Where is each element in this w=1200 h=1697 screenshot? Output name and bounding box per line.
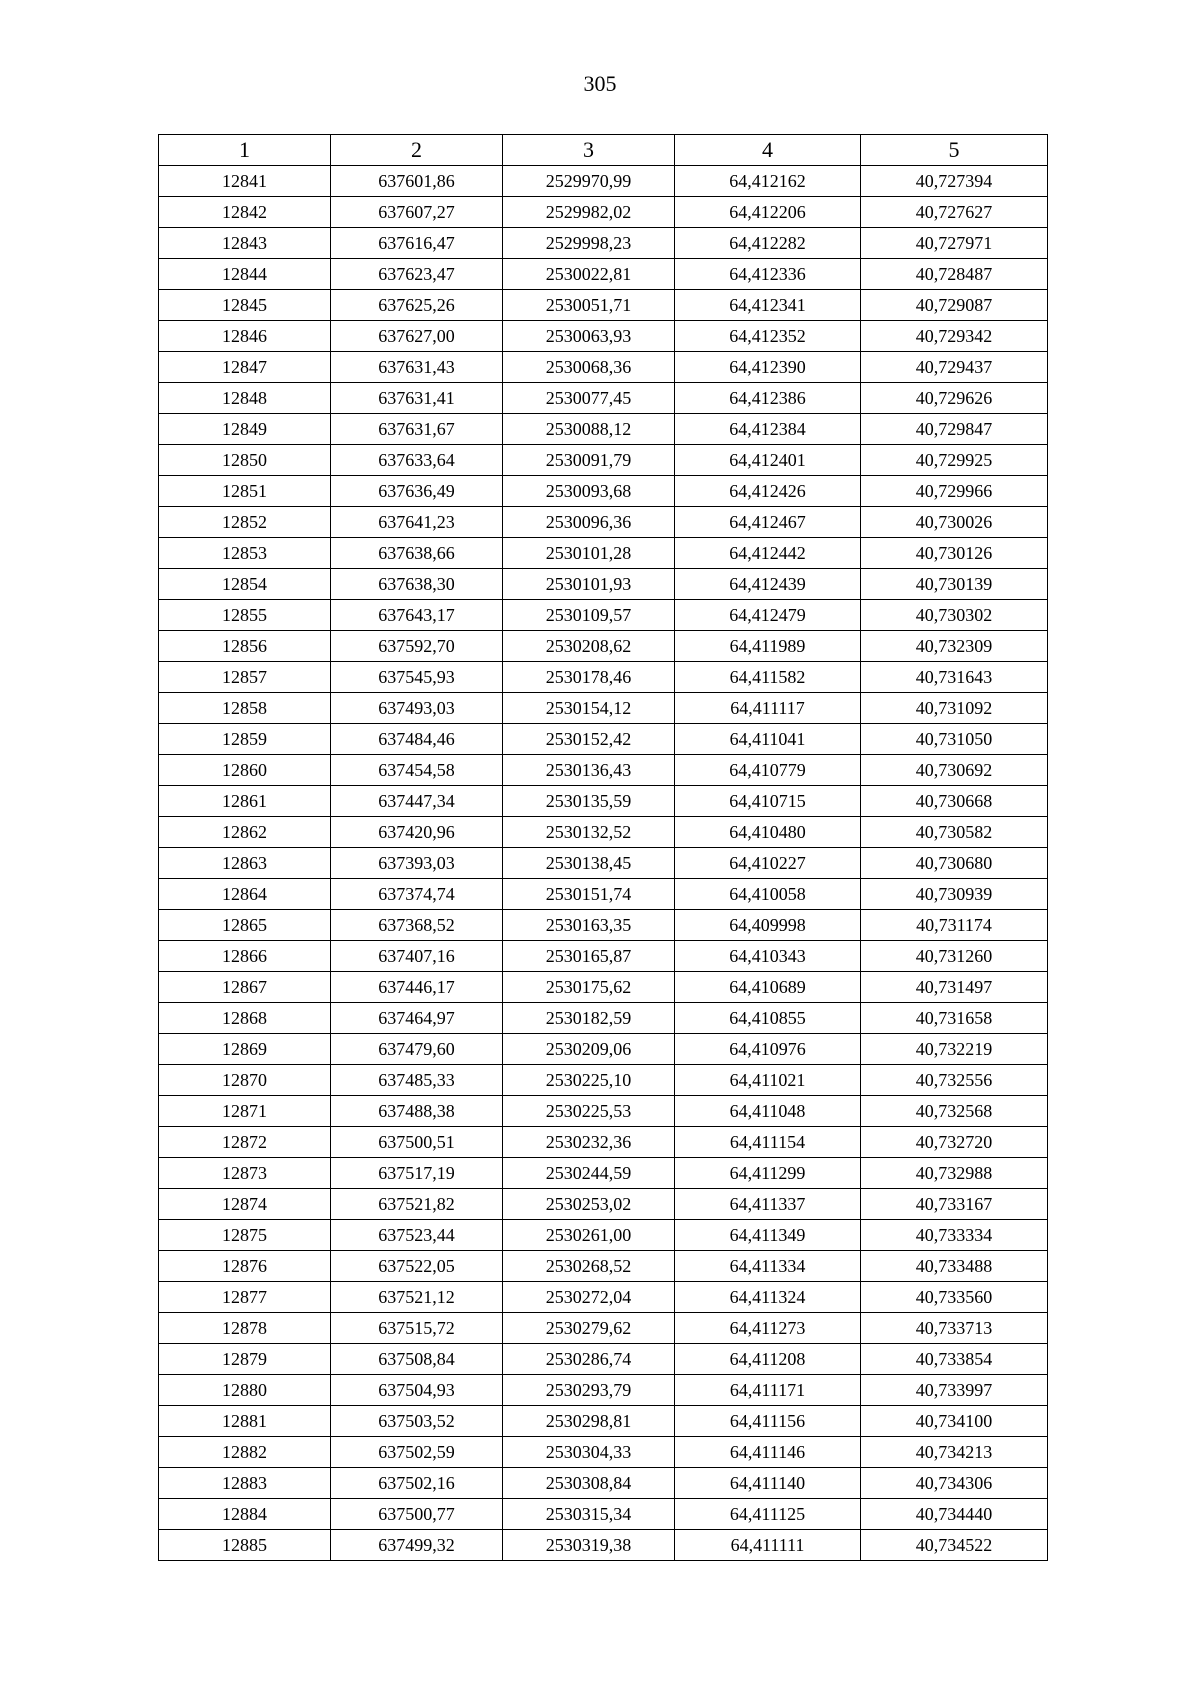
table-row (159, 786, 1048, 817)
longitude-cell: 40,732309 (861, 631, 1048, 662)
x-coordinate-cell: 637503,52 (331, 1406, 503, 1437)
latitude-cell: 64,410480 (675, 817, 861, 848)
x-coordinate-cell: 637508,84 (331, 1344, 503, 1375)
x-coordinate-cell: 637633,64 (331, 445, 503, 476)
point-number-cell: 12857 (159, 662, 331, 693)
longitude-cell: 40,733334 (861, 1220, 1048, 1251)
table-row (159, 1220, 1048, 1251)
latitude-cell: 64,410779 (675, 755, 861, 786)
longitude-cell: 40,729437 (861, 352, 1048, 383)
latitude-cell: 64,411140 (675, 1468, 861, 1499)
x-coordinate-cell: 637523,44 (331, 1220, 503, 1251)
latitude-cell: 64,411048 (675, 1096, 861, 1127)
point-number-cell: 12872 (159, 1127, 331, 1158)
point-number-cell: 12884 (159, 1499, 331, 1530)
table-row (159, 352, 1048, 383)
table-row (159, 414, 1048, 445)
table-row (159, 817, 1048, 848)
latitude-cell: 64,411337 (675, 1189, 861, 1220)
table-row (159, 476, 1048, 507)
latitude-cell: 64,409998 (675, 910, 861, 941)
longitude-cell: 40,730302 (861, 600, 1048, 631)
latitude-cell: 64,411324 (675, 1282, 861, 1313)
latitude-cell: 64,410976 (675, 1034, 861, 1065)
latitude-cell: 64,411171 (675, 1375, 861, 1406)
point-number-cell: 12865 (159, 910, 331, 941)
y-coordinate-cell: 2530101,28 (503, 538, 675, 569)
column-header-2: 2 (331, 135, 503, 166)
longitude-cell: 40,730126 (861, 538, 1048, 569)
y-coordinate-cell: 2530261,00 (503, 1220, 675, 1251)
longitude-cell: 40,731092 (861, 693, 1048, 724)
x-coordinate-cell: 637393,03 (331, 848, 503, 879)
x-coordinate-cell: 637420,96 (331, 817, 503, 848)
y-coordinate-cell: 2530151,74 (503, 879, 675, 910)
point-number-cell: 12880 (159, 1375, 331, 1406)
x-coordinate-cell: 637447,34 (331, 786, 503, 817)
latitude-cell: 64,412390 (675, 352, 861, 383)
point-number-cell: 12851 (159, 476, 331, 507)
table-row (159, 755, 1048, 786)
y-coordinate-cell: 2530136,43 (503, 755, 675, 786)
longitude-cell: 40,732720 (861, 1127, 1048, 1158)
y-coordinate-cell: 2530077,45 (503, 383, 675, 414)
latitude-cell: 64,412479 (675, 600, 861, 631)
point-number-cell: 12847 (159, 352, 331, 383)
point-number-cell: 12850 (159, 445, 331, 476)
longitude-cell: 40,730692 (861, 755, 1048, 786)
latitude-cell: 64,410058 (675, 879, 861, 910)
table-row (159, 1282, 1048, 1313)
x-coordinate-cell: 637502,16 (331, 1468, 503, 1499)
y-coordinate-cell: 2530109,57 (503, 600, 675, 631)
x-coordinate-cell: 637485,33 (331, 1065, 503, 1096)
y-coordinate-cell: 2530298,81 (503, 1406, 675, 1437)
x-coordinate-cell: 637502,59 (331, 1437, 503, 1468)
latitude-cell: 64,410689 (675, 972, 861, 1003)
longitude-cell: 40,728487 (861, 259, 1048, 290)
table-row (159, 1065, 1048, 1096)
longitude-cell: 40,727971 (861, 228, 1048, 259)
x-coordinate-cell: 637368,52 (331, 910, 503, 941)
header-row (159, 135, 1048, 166)
y-coordinate-cell: 2530135,59 (503, 786, 675, 817)
table-row (159, 538, 1048, 569)
latitude-cell: 64,412442 (675, 538, 861, 569)
point-number-cell: 12845 (159, 290, 331, 321)
longitude-cell: 40,731497 (861, 972, 1048, 1003)
latitude-cell: 64,411334 (675, 1251, 861, 1282)
longitude-cell: 40,729966 (861, 476, 1048, 507)
table-row (159, 848, 1048, 879)
y-coordinate-cell: 2530132,52 (503, 817, 675, 848)
table-row (159, 1530, 1048, 1561)
y-coordinate-cell: 2529970,99 (503, 166, 675, 197)
y-coordinate-cell: 2530051,71 (503, 290, 675, 321)
point-number-cell: 12867 (159, 972, 331, 1003)
x-coordinate-cell: 637607,27 (331, 197, 503, 228)
x-coordinate-cell: 637638,30 (331, 569, 503, 600)
table-row (159, 879, 1048, 910)
x-coordinate-cell: 637517,19 (331, 1158, 503, 1189)
column-header-5: 5 (861, 135, 1048, 166)
longitude-cell: 40,729847 (861, 414, 1048, 445)
longitude-cell: 40,734213 (861, 1437, 1048, 1468)
point-number-cell: 12860 (159, 755, 331, 786)
point-number-cell: 12862 (159, 817, 331, 848)
point-number-cell: 12843 (159, 228, 331, 259)
point-number-cell: 12859 (159, 724, 331, 755)
y-coordinate-cell: 2530068,36 (503, 352, 675, 383)
point-number-cell: 12852 (159, 507, 331, 538)
y-coordinate-cell: 2530315,34 (503, 1499, 675, 1530)
column-header-1: 1 (159, 135, 331, 166)
y-coordinate-cell: 2530253,02 (503, 1189, 675, 1220)
y-coordinate-cell: 2530268,52 (503, 1251, 675, 1282)
x-coordinate-cell: 637521,12 (331, 1282, 503, 1313)
latitude-cell: 64,411349 (675, 1220, 861, 1251)
longitude-cell: 40,732556 (861, 1065, 1048, 1096)
y-coordinate-cell: 2530279,62 (503, 1313, 675, 1344)
point-number-cell: 12878 (159, 1313, 331, 1344)
table-row (159, 631, 1048, 662)
table-row (159, 1375, 1048, 1406)
point-number-cell: 12869 (159, 1034, 331, 1065)
point-number-cell: 12846 (159, 321, 331, 352)
coordinates-table (158, 134, 1048, 1561)
latitude-cell: 64,412162 (675, 166, 861, 197)
table-row (159, 1313, 1048, 1344)
column-header-3: 3 (503, 135, 675, 166)
table-row (159, 1437, 1048, 1468)
x-coordinate-cell: 637623,47 (331, 259, 503, 290)
x-coordinate-cell: 637488,38 (331, 1096, 503, 1127)
x-coordinate-cell: 637636,49 (331, 476, 503, 507)
table-row (159, 383, 1048, 414)
table-row (159, 1468, 1048, 1499)
y-coordinate-cell: 2530208,62 (503, 631, 675, 662)
point-number-cell: 12842 (159, 197, 331, 228)
y-coordinate-cell: 2530308,84 (503, 1468, 675, 1499)
latitude-cell: 64,411117 (675, 693, 861, 724)
y-coordinate-cell: 2530091,79 (503, 445, 675, 476)
table-row (159, 941, 1048, 972)
point-number-cell: 12875 (159, 1220, 331, 1251)
y-coordinate-cell: 2530319,38 (503, 1530, 675, 1561)
y-coordinate-cell: 2530063,93 (503, 321, 675, 352)
y-coordinate-cell: 2530272,04 (503, 1282, 675, 1313)
latitude-cell: 64,411989 (675, 631, 861, 662)
y-coordinate-cell: 2530293,79 (503, 1375, 675, 1406)
y-coordinate-cell: 2530225,10 (503, 1065, 675, 1096)
table-row (159, 1158, 1048, 1189)
longitude-cell: 40,727394 (861, 166, 1048, 197)
x-coordinate-cell: 637616,47 (331, 228, 503, 259)
latitude-cell: 64,411154 (675, 1127, 861, 1158)
latitude-cell: 64,412467 (675, 507, 861, 538)
latitude-cell: 64,412401 (675, 445, 861, 476)
x-coordinate-cell: 637515,72 (331, 1313, 503, 1344)
x-coordinate-cell: 637631,67 (331, 414, 503, 445)
x-coordinate-cell: 637522,05 (331, 1251, 503, 1282)
longitude-cell: 40,733488 (861, 1251, 1048, 1282)
point-number-cell: 12879 (159, 1344, 331, 1375)
table-row (159, 166, 1048, 197)
longitude-cell: 40,730139 (861, 569, 1048, 600)
y-coordinate-cell: 2530178,46 (503, 662, 675, 693)
latitude-cell: 64,411041 (675, 724, 861, 755)
longitude-cell: 40,732219 (861, 1034, 1048, 1065)
table-row (159, 724, 1048, 755)
point-number-cell: 12882 (159, 1437, 331, 1468)
longitude-cell: 40,729087 (861, 290, 1048, 321)
table-row (159, 1406, 1048, 1437)
latitude-cell: 64,410715 (675, 786, 861, 817)
point-number-cell: 12870 (159, 1065, 331, 1096)
point-number-cell: 12881 (159, 1406, 331, 1437)
point-number-cell: 12855 (159, 600, 331, 631)
latitude-cell: 64,412426 (675, 476, 861, 507)
latitude-cell: 64,410855 (675, 1003, 861, 1034)
point-number-cell: 12868 (159, 1003, 331, 1034)
x-coordinate-cell: 637484,46 (331, 724, 503, 755)
longitude-cell: 40,734100 (861, 1406, 1048, 1437)
table-row (159, 1251, 1048, 1282)
longitude-cell: 40,733713 (861, 1313, 1048, 1344)
table-row (159, 321, 1048, 352)
y-coordinate-cell: 2530138,45 (503, 848, 675, 879)
x-coordinate-cell: 637499,32 (331, 1530, 503, 1561)
latitude-cell: 64,412206 (675, 197, 861, 228)
y-coordinate-cell: 2530088,12 (503, 414, 675, 445)
table-row (159, 1096, 1048, 1127)
x-coordinate-cell: 637631,41 (331, 383, 503, 414)
x-coordinate-cell: 637643,17 (331, 600, 503, 631)
latitude-cell: 64,410227 (675, 848, 861, 879)
y-coordinate-cell: 2530286,74 (503, 1344, 675, 1375)
x-coordinate-cell: 637479,60 (331, 1034, 503, 1065)
point-number-cell: 12849 (159, 414, 331, 445)
longitude-cell: 40,733997 (861, 1375, 1048, 1406)
table-row (159, 1499, 1048, 1530)
x-coordinate-cell: 637592,70 (331, 631, 503, 662)
point-number-cell: 12866 (159, 941, 331, 972)
longitude-cell: 40,730680 (861, 848, 1048, 879)
latitude-cell: 64,411125 (675, 1499, 861, 1530)
x-coordinate-cell: 637521,82 (331, 1189, 503, 1220)
longitude-cell: 40,732988 (861, 1158, 1048, 1189)
longitude-cell: 40,734306 (861, 1468, 1048, 1499)
y-coordinate-cell: 2530175,62 (503, 972, 675, 1003)
longitude-cell: 40,733560 (861, 1282, 1048, 1313)
longitude-cell: 40,733167 (861, 1189, 1048, 1220)
y-coordinate-cell: 2530152,42 (503, 724, 675, 755)
point-number-cell: 12863 (159, 848, 331, 879)
longitude-cell: 40,731260 (861, 941, 1048, 972)
y-coordinate-cell: 2530209,06 (503, 1034, 675, 1065)
point-number-cell: 12877 (159, 1282, 331, 1313)
point-number-cell: 12874 (159, 1189, 331, 1220)
x-coordinate-cell: 637627,00 (331, 321, 503, 352)
y-coordinate-cell: 2530232,36 (503, 1127, 675, 1158)
x-coordinate-cell: 637500,51 (331, 1127, 503, 1158)
latitude-cell: 64,412336 (675, 259, 861, 290)
x-coordinate-cell: 637545,93 (331, 662, 503, 693)
latitude-cell: 64,412386 (675, 383, 861, 414)
latitude-cell: 64,411582 (675, 662, 861, 693)
latitude-cell: 64,412341 (675, 290, 861, 321)
longitude-cell: 40,730668 (861, 786, 1048, 817)
table-row (159, 1034, 1048, 1065)
x-coordinate-cell: 637454,58 (331, 755, 503, 786)
latitude-cell: 64,411156 (675, 1406, 861, 1437)
y-coordinate-cell: 2530022,81 (503, 259, 675, 290)
table-row (159, 1003, 1048, 1034)
page-number: 305 (583, 71, 617, 96)
x-coordinate-cell: 637625,26 (331, 290, 503, 321)
longitude-cell: 40,734522 (861, 1530, 1048, 1561)
y-coordinate-cell: 2529998,23 (503, 228, 675, 259)
point-number-cell: 12873 (159, 1158, 331, 1189)
x-coordinate-cell: 637631,43 (331, 352, 503, 383)
y-coordinate-cell: 2530165,87 (503, 941, 675, 972)
longitude-cell: 40,731050 (861, 724, 1048, 755)
x-coordinate-cell: 637638,66 (331, 538, 503, 569)
point-number-cell: 12861 (159, 786, 331, 817)
y-coordinate-cell: 2530101,93 (503, 569, 675, 600)
table-row (159, 197, 1048, 228)
x-coordinate-cell: 637601,86 (331, 166, 503, 197)
latitude-cell: 64,411021 (675, 1065, 861, 1096)
table-row (159, 445, 1048, 476)
point-number-cell: 12854 (159, 569, 331, 600)
y-coordinate-cell: 2530096,36 (503, 507, 675, 538)
x-coordinate-cell: 637374,74 (331, 879, 503, 910)
y-coordinate-cell: 2530225,53 (503, 1096, 675, 1127)
x-coordinate-cell: 637493,03 (331, 693, 503, 724)
latitude-cell: 64,412439 (675, 569, 861, 600)
x-coordinate-cell: 637504,93 (331, 1375, 503, 1406)
latitude-cell: 64,411208 (675, 1344, 861, 1375)
table-row (159, 259, 1048, 290)
point-number-cell: 12885 (159, 1530, 331, 1561)
table-row (159, 507, 1048, 538)
latitude-cell: 64,412352 (675, 321, 861, 352)
x-coordinate-cell: 637464,97 (331, 1003, 503, 1034)
x-coordinate-cell: 637500,77 (331, 1499, 503, 1530)
latitude-cell: 64,411146 (675, 1437, 861, 1468)
latitude-cell: 64,411111 (675, 1530, 861, 1561)
point-number-cell: 12853 (159, 538, 331, 569)
table-row (159, 662, 1048, 693)
y-coordinate-cell: 2530154,12 (503, 693, 675, 724)
latitude-cell: 64,412384 (675, 414, 861, 445)
point-number-cell: 12883 (159, 1468, 331, 1499)
latitude-cell: 64,410343 (675, 941, 861, 972)
y-coordinate-cell: 2530163,35 (503, 910, 675, 941)
longitude-cell: 40,729342 (861, 321, 1048, 352)
y-coordinate-cell: 2530182,59 (503, 1003, 675, 1034)
column-header-4: 4 (675, 135, 861, 166)
longitude-cell: 40,733854 (861, 1344, 1048, 1375)
table-row (159, 290, 1048, 321)
point-number-cell: 12864 (159, 879, 331, 910)
table-row (159, 1344, 1048, 1375)
x-coordinate-cell: 637446,17 (331, 972, 503, 1003)
y-coordinate-cell: 2530093,68 (503, 476, 675, 507)
point-number-cell: 12848 (159, 383, 331, 414)
longitude-cell: 40,729925 (861, 445, 1048, 476)
point-number-cell: 12871 (159, 1096, 331, 1127)
x-coordinate-cell: 637641,23 (331, 507, 503, 538)
x-coordinate-cell: 637407,16 (331, 941, 503, 972)
point-number-cell: 12876 (159, 1251, 331, 1282)
table-row (159, 910, 1048, 941)
longitude-cell: 40,727627 (861, 197, 1048, 228)
table-row (159, 600, 1048, 631)
longitude-cell: 40,734440 (861, 1499, 1048, 1530)
y-coordinate-cell: 2530244,59 (503, 1158, 675, 1189)
table-row (159, 569, 1048, 600)
point-number-cell: 12856 (159, 631, 331, 662)
latitude-cell: 64,412282 (675, 228, 861, 259)
y-coordinate-cell: 2530304,33 (503, 1437, 675, 1468)
y-coordinate-cell: 2529982,02 (503, 197, 675, 228)
longitude-cell: 40,730582 (861, 817, 1048, 848)
latitude-cell: 64,411299 (675, 1158, 861, 1189)
longitude-cell: 40,731174 (861, 910, 1048, 941)
point-number-cell: 12844 (159, 259, 331, 290)
table-body (159, 166, 1048, 1561)
table-row (159, 693, 1048, 724)
table-row (159, 972, 1048, 1003)
longitude-cell: 40,729626 (861, 383, 1048, 414)
longitude-cell: 40,730939 (861, 879, 1048, 910)
longitude-cell: 40,730026 (861, 507, 1048, 538)
table-row (159, 1189, 1048, 1220)
longitude-cell: 40,731658 (861, 1003, 1048, 1034)
point-number-cell: 12858 (159, 693, 331, 724)
longitude-cell: 40,732568 (861, 1096, 1048, 1127)
point-number-cell: 12841 (159, 166, 331, 197)
table-row (159, 228, 1048, 259)
table-header (159, 135, 1048, 166)
table-row (159, 1127, 1048, 1158)
longitude-cell: 40,731643 (861, 662, 1048, 693)
latitude-cell: 64,411273 (675, 1313, 861, 1344)
